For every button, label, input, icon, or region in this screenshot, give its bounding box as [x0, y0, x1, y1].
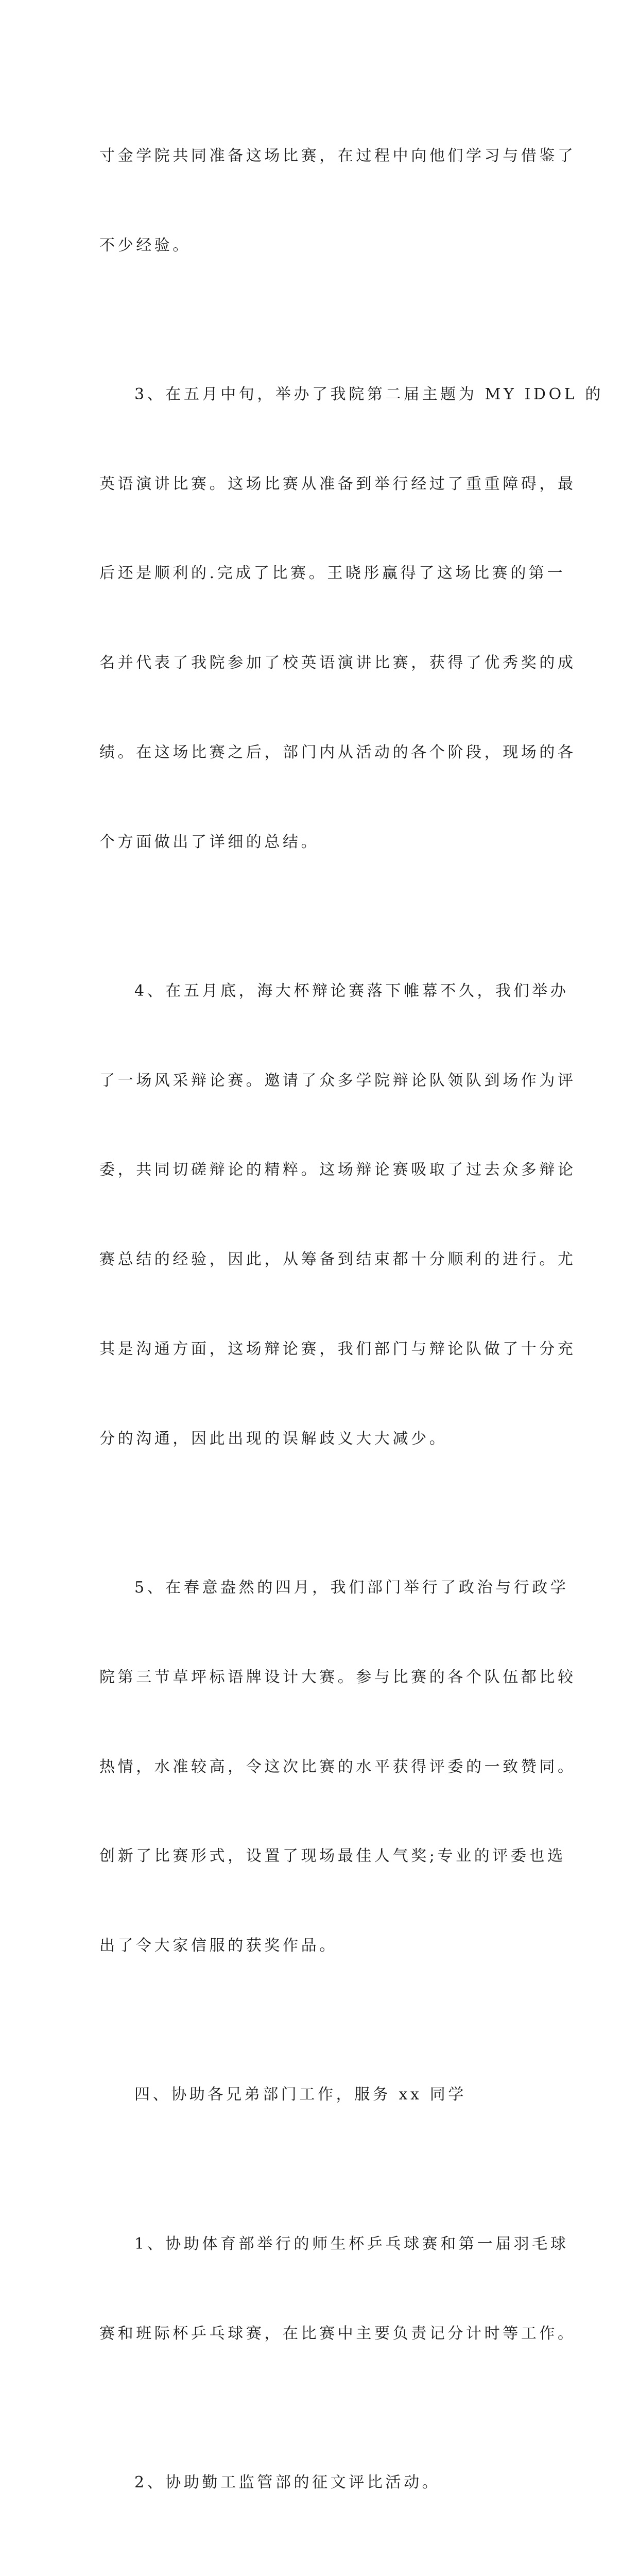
text-line: 分的沟通，因此出现的误解歧义大大减少。 [99, 1429, 448, 1448]
text-line: 绩。在这场比赛之后，部门内从活动的各个阶段，现场的各 [99, 743, 576, 761]
text-line: 5、在春意盎然的四月，我们部门举行了政治与行政学 [134, 1579, 569, 1597]
text-line: 其是沟通方面，这场辩论赛，我们部门与辩论队做了十分充 [99, 1340, 576, 1358]
text-line: 4、在五月底，海大杯辩论赛落下帷幕不久，我们举办 [134, 982, 569, 1001]
text-line: 1、协助体育部举行的师生杯乒乓球赛和第一届羽毛球 [134, 2234, 569, 2253]
text-line: 3、在五月中旬，举办了我院第二届主题为 MY IDOL 的 [134, 385, 604, 404]
text-line: 个方面做出了详细的总结。 [99, 833, 320, 851]
text-line: 寸金学院共同准备这场比赛，在过程中向他们学习与借鉴了 [99, 146, 576, 165]
text-line: 委，共同切磋辩论的精粹。这场辩论赛吸取了过去众多辩论 [99, 1161, 576, 1179]
paragraph-closing [99, 2557, 552, 2576]
text-line: 不少经验。 [99, 236, 191, 255]
section-heading-4 [99, 2021, 552, 2170]
text-line: 创新了比赛形式，设置了现场最佳人气奖;专业的评委也选 [99, 1847, 566, 1866]
text-line: 赛和班际杯乒乓球赛，在比赛中主要负责记分计时等工作。 [99, 2324, 576, 2343]
text-line: 英语演讲比赛。这场比赛从准备到举行经过了重重障碍，最 [99, 474, 576, 493]
text-line: 了一场风采辩论赛。邀请了众多学院辩论队领队到场作为评 [99, 1071, 576, 1090]
paragraph-item-5 [99, 1513, 576, 2020]
text-line: 四、协助各兄弟部门工作，服务 xx 同学 [134, 2086, 467, 2104]
paragraph-continuation [99, 81, 576, 320]
paragraph-item-4 [99, 917, 576, 1513]
text-line: 名并代表了我院参加了校英语演讲比赛，获得了优秀奖的成 [99, 654, 576, 672]
text-line: 出了令大家信服的获奖作品。 [99, 1936, 338, 1955]
document-body [99, 81, 604, 2576]
paragraph-section-4-item-2 [99, 2408, 552, 2557]
paragraph-section-4-item-1 [99, 2170, 576, 2408]
text-line: 院第三节草坪标语牌设计大赛。参与比赛的各个队伍都比较 [99, 1668, 576, 1686]
text-line: 后还是顺利的.完成了比赛。王晓彤赢得了这场比赛的第一 [99, 564, 566, 583]
text-line: 赛总结的经验，因此，从筹备到结束都十分顺利的进行。尤 [99, 1250, 576, 1269]
text-line: 2、协助勤工监管部的征文评比活动。 [134, 2473, 441, 2492]
text-line: 热情，水准较高，令这次比赛的水平获得评委的一致赞同。 [99, 1757, 576, 1776]
paragraph-item-3 [99, 320, 604, 917]
